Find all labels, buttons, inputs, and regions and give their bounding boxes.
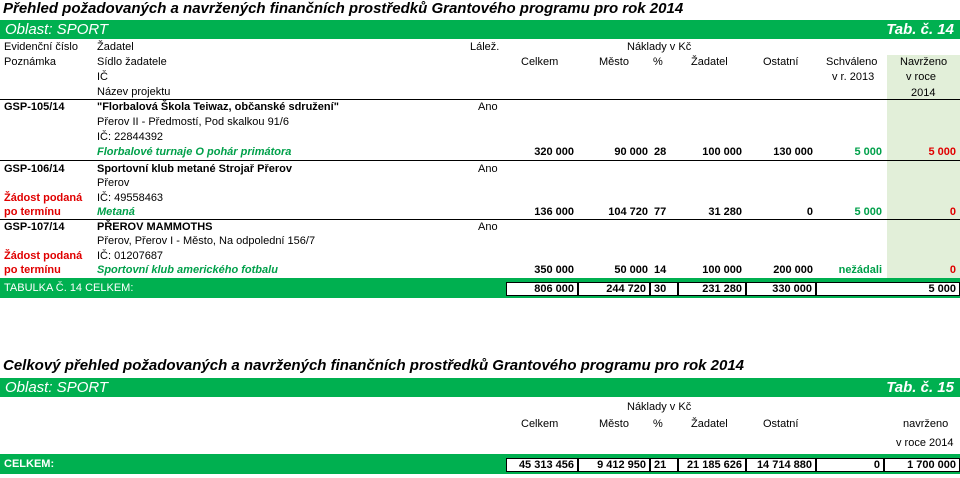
header-zadatel: Žadatel — [97, 41, 134, 53]
row-ostatni: 200 000 — [773, 264, 813, 276]
row-schvaleno: 5 000 — [854, 206, 882, 218]
summary-navrzeno: navrženo — [903, 418, 949, 430]
oblast-label: Oblast: SPORT — [5, 21, 109, 38]
header-celkem: Celkem — [521, 56, 559, 68]
row-mesto: 90 000 — [614, 146, 648, 158]
summary-zadatel: Žadatel — [691, 418, 728, 430]
row-pct: 28 — [654, 146, 667, 158]
summary-total-ostatni: 14 714 880 — [756, 459, 812, 471]
header-divider — [0, 99, 960, 100]
header-schvaleno: Schváleno — [826, 56, 878, 68]
row-pct: 77 — [654, 206, 667, 218]
row-schvaleno: 5 000 — [854, 146, 882, 158]
row-name: "Florbalová Škola Teiwaz, občanské sdružení" — [97, 101, 339, 113]
row-navrzeno: 0 — [949, 264, 956, 276]
table-number: Tab. č. 14 — [886, 21, 954, 38]
header-mesto: Město — [599, 56, 629, 68]
row-celkem: 320 000 — [534, 146, 574, 158]
header-2014: 2014 — [911, 87, 936, 99]
header-sidlo: Sídlo žadatele — [97, 56, 167, 68]
row-note-late: Žádost podaná — [4, 250, 83, 262]
row-address: Přerov, Přerov I - Město, Na odpolední 156/7 — [97, 235, 316, 247]
row-name: PŘEROV MAMMOTHS — [97, 221, 213, 233]
header-nazev: Název projektu — [97, 86, 171, 98]
header-vroce: v roce — [906, 71, 936, 83]
total-ostatni: 330 000 — [772, 283, 812, 295]
header-navrzeno: Navrženo — [900, 56, 948, 68]
row-divider — [0, 219, 960, 220]
summary-section-bar — [0, 378, 960, 397]
row-project: Sportovní klub amerického fotbalu — [97, 264, 278, 276]
row-ic: IČ: 22844392 — [97, 131, 164, 143]
total-mesto: 244 720 — [606, 283, 646, 295]
row-note-term: po termínu — [4, 264, 61, 276]
row-navrzeno: 5 000 — [928, 146, 956, 158]
total-celkem: 806 000 — [534, 283, 574, 295]
total-pct: 30 — [654, 283, 667, 295]
row-id: GSP-105/14 — [4, 101, 65, 113]
header-ic: IČ — [97, 71, 108, 83]
row-zadatel: 100 000 — [702, 146, 742, 158]
row-schvaleno: nežádali — [838, 264, 882, 276]
row-zadatel: 100 000 — [702, 264, 742, 276]
row-id: GSP-107/14 — [4, 221, 65, 233]
row-name: Sportovní klub metané Strojař Přerov — [97, 163, 292, 175]
total-zadatel: 231 280 — [702, 283, 742, 295]
row-project: Metaná — [97, 206, 135, 218]
row-nalez: Ano — [478, 163, 498, 175]
summary-total-mesto: 9 412 950 — [597, 459, 646, 471]
header-poznamka: Poznámka — [4, 56, 56, 68]
header-zadatel-col: Žadatel — [691, 56, 728, 68]
row-zadatel: 31 280 — [708, 206, 742, 218]
row-divider — [0, 160, 960, 161]
row-address: Přerov — [97, 177, 130, 189]
row-ic: IČ: 49558463 — [97, 192, 164, 204]
summary-pct: % — [653, 418, 663, 430]
row-mesto: 104 720 — [608, 206, 648, 218]
summary-total-zadatel: 21 185 626 — [686, 459, 742, 471]
summary-table-number: Tab. č. 15 — [886, 379, 954, 396]
header-evidencni: Evidenční číslo — [4, 41, 78, 53]
summary-vroce: v roce 2014 — [896, 437, 954, 449]
summary-mesto: Město — [599, 418, 629, 430]
total-label: TABULKA Č. 14 CELKEM: — [4, 282, 134, 294]
summary-oblast-label: Oblast: SPORT — [5, 379, 109, 396]
row-pct: 14 — [654, 264, 667, 276]
row-nalez: Ano — [478, 101, 498, 113]
summary-total-navrzeno: 1 700 000 — [907, 459, 956, 471]
summary-title: Celkový přehled požadovaných a navržených finančních prostředků Grantového programu pro rok 2014 — [3, 357, 745, 374]
summary-ostatni: Ostatní — [763, 418, 799, 430]
row-mesto: 50 000 — [614, 264, 648, 276]
row-ic: IČ: 01207687 — [97, 250, 164, 262]
summary-total-pct: 21 — [654, 459, 667, 471]
section-bar — [0, 20, 960, 39]
row-celkem: 136 000 — [534, 206, 574, 218]
row-nalez: Ano — [478, 221, 498, 233]
summary-total-celkem: 45 313 456 — [518, 459, 574, 471]
summary-total-schvaleno: 0 — [873, 459, 880, 471]
row-navrzeno: 0 — [949, 206, 956, 218]
row-ostatni: 0 — [806, 206, 813, 218]
page-title: Přehled požadovaných a navržených finančních prostředků Grantového programu pro rok 2014 — [3, 0, 684, 17]
row-id: GSP-106/14 — [4, 163, 65, 175]
summary-naklady: Náklady v Kč — [627, 401, 692, 413]
total-navrzeno: 5 000 — [928, 283, 956, 295]
row-project: Florbalové turnaje O pohár primátora — [97, 146, 292, 158]
header-pct: % — [653, 56, 663, 68]
header-vr2013: v r. 2013 — [832, 71, 875, 83]
row-ostatni: 130 000 — [773, 146, 813, 158]
header-naklady: Náklady v Kč — [627, 41, 692, 53]
header-ostatni: Ostatní — [763, 56, 799, 68]
row-note-term: po termínu — [4, 206, 61, 218]
summary-celkem: Celkem — [521, 418, 559, 430]
row-note-late: Žádost podaná — [4, 192, 83, 204]
header-nalez: Lálež. — [470, 41, 500, 53]
row-celkem: 350 000 — [534, 264, 574, 276]
row-address: Přerov II - Předmostí, Pod skalkou 91/6 — [97, 116, 289, 128]
summary-total-label: CELKEM: — [4, 458, 55, 470]
